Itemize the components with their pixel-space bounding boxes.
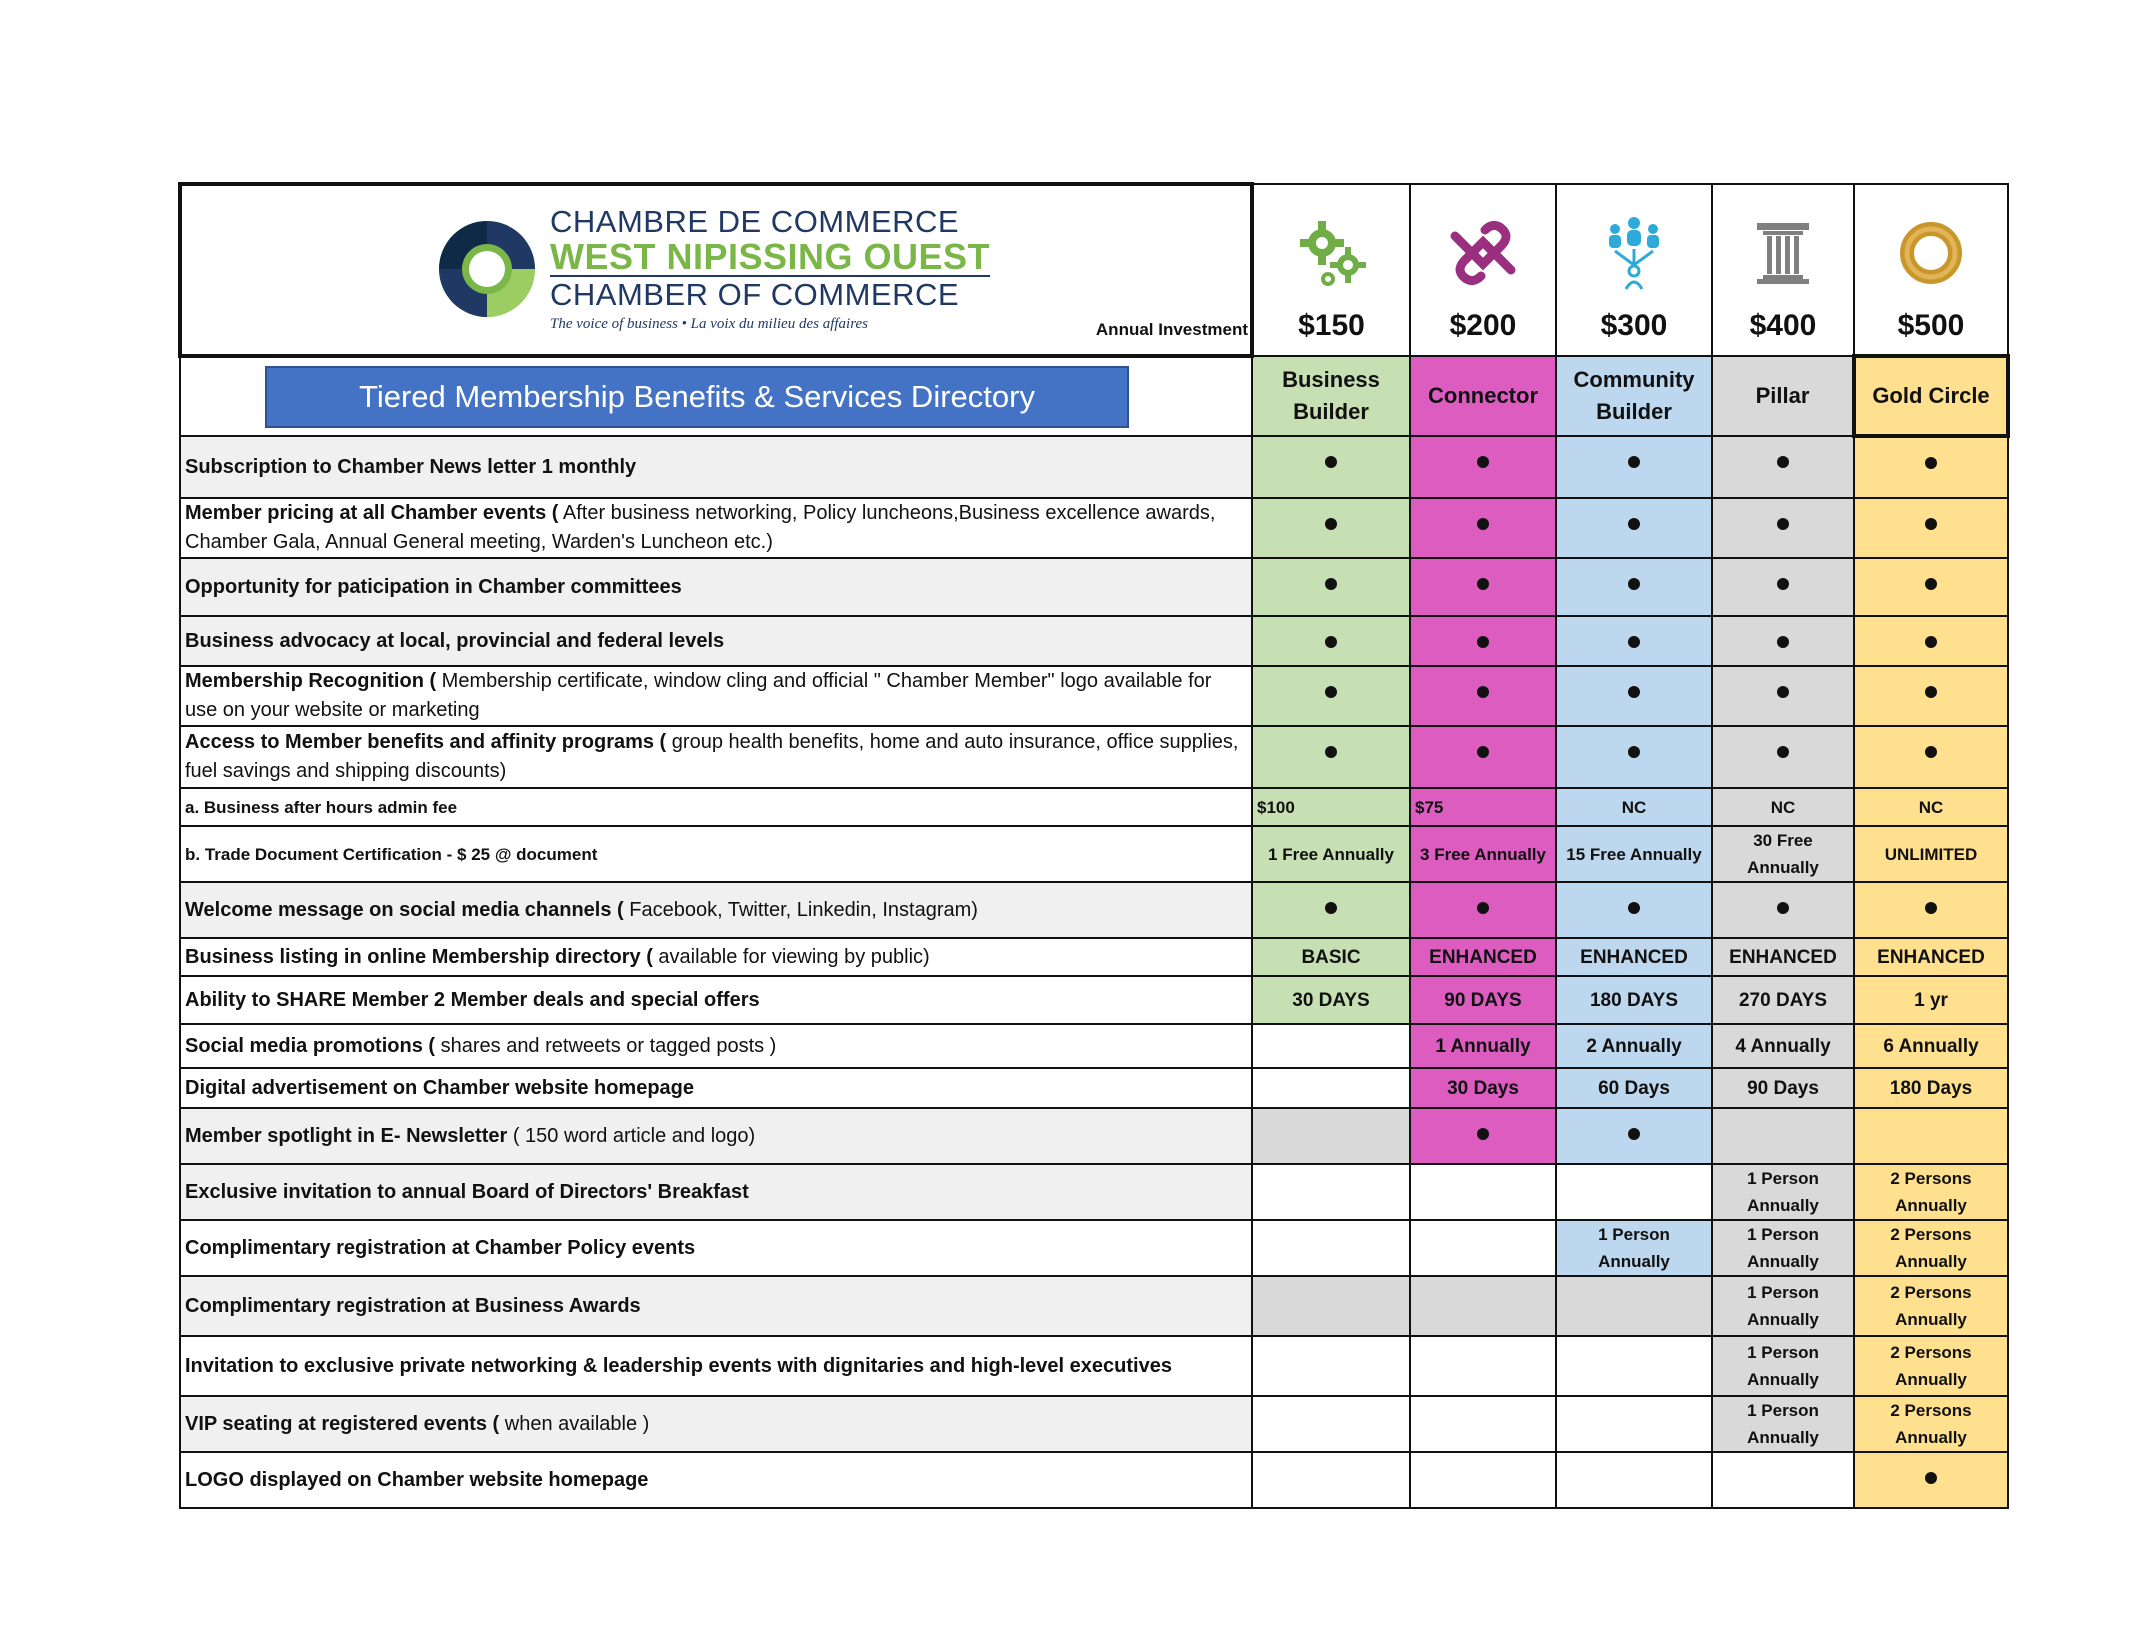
benefit-title: Access to Member benefits and affinity programs ( (185, 731, 667, 753)
tier-value-cell (1854, 826, 2008, 882)
tier-name: Business Builder (1282, 367, 1380, 424)
tier-value-cell (1252, 1276, 1410, 1336)
tier-value: 2 Persons Annually (1890, 1343, 1972, 1389)
logo-tagline: The voice of business • La voix du milieu des affaires (550, 316, 868, 332)
tier-value-cell (1556, 1452, 1712, 1508)
included-bullet-icon (1477, 636, 1489, 648)
tier-value-cell (1556, 1164, 1712, 1220)
tier-name: Gold Circle (1872, 383, 1990, 408)
tier-price-cell (1410, 184, 1556, 356)
benefit-title: Invitation to exclusive private networking & leadership events with dignitaries and high-level executives (185, 1354, 1172, 1377)
benefit-row (180, 1108, 2008, 1164)
benefit-row (180, 436, 2008, 498)
tier-value-cell (1252, 558, 1410, 616)
tier-value: 2 Persons Annually (1890, 1401, 1972, 1447)
benefit-title: Exclusive invitation to annual Board of Directors' Breakfast (185, 1180, 749, 1203)
tier-value-cell (1556, 558, 1712, 616)
benefit-label (180, 1024, 1252, 1068)
tier-value: 1 Annually (1435, 1035, 1531, 1057)
tier-value-cell (1252, 1220, 1410, 1276)
benefit-title: Social media promotions ( (185, 1034, 436, 1057)
tier-value-cell (1712, 1164, 1854, 1220)
tier-value-cell (1854, 666, 2008, 726)
tier-value-cell (1854, 1336, 2008, 1396)
included-bullet-icon (1325, 578, 1337, 590)
benefit-detail: available for viewing by public) (652, 945, 930, 968)
benefit-detail: group health benefits, home and auto insurance, office supplies, fuel savings and shipping discounts) (185, 731, 1239, 782)
tier-value-cell (1556, 1336, 1712, 1396)
tier-value-cell (1712, 558, 1854, 616)
gears-icon (1292, 213, 1372, 293)
tier-value-cell (1854, 498, 2008, 558)
included-bullet-icon (1477, 746, 1489, 758)
benefit-label (180, 558, 1252, 616)
tier-value-cell (1712, 1220, 1854, 1276)
tier-value: ENHANCED (1429, 946, 1537, 968)
tier-value: 2 Annually (1586, 1035, 1682, 1057)
tier-value-cell (1854, 938, 2008, 976)
tier-names-row (180, 356, 2008, 436)
benefit-detail: Facebook, Twitter, Linkedin, Instagram) (623, 898, 978, 921)
benefit-row (180, 726, 2008, 788)
tier-value-cell (1854, 882, 2008, 938)
tier-value: 4 Annually (1735, 1035, 1831, 1057)
tier-value-cell (1252, 788, 1410, 826)
annual-investment-label: Annual Investment (1095, 320, 1248, 339)
tier-value-cell (1854, 1068, 2008, 1108)
tier-value: BASIC (1301, 946, 1361, 968)
tier-value-cell (1712, 666, 1854, 726)
tier-value-cell (1712, 1108, 1854, 1164)
gold-ring-icon (1898, 220, 1964, 286)
tier-value-cell (1556, 1068, 1712, 1108)
tier-value: 2 Persons Annually (1890, 1225, 1972, 1271)
tier-value: 30 DAYS (1292, 989, 1370, 1011)
tier-value-cell (1410, 1068, 1556, 1108)
benefit-label (180, 1108, 1252, 1164)
tier-value-cell (1556, 436, 1712, 498)
community-icon (1599, 213, 1669, 293)
benefit-row (180, 498, 2008, 558)
included-bullet-icon (1777, 518, 1789, 530)
benefit-title: b. Trade Document Certification - $ 25 @ document (185, 844, 598, 864)
benefit-row (180, 1024, 2008, 1068)
tier-price-cell (1252, 184, 1410, 356)
tier-value: 3 Free Annually (1420, 844, 1546, 864)
benefit-label (180, 788, 1252, 826)
tier-value-cell (1712, 436, 1854, 498)
connector-icon (1445, 218, 1521, 288)
tier-value-cell (1252, 1452, 1410, 1508)
included-bullet-icon (1628, 902, 1640, 914)
benefits-table (178, 182, 2010, 1509)
included-bullet-icon (1325, 686, 1337, 698)
tier-value-cell (1854, 1108, 2008, 1164)
tier-name-cell (1410, 356, 1556, 436)
tier-value-cell (1854, 1220, 2008, 1276)
tier-value-cell (1410, 1452, 1556, 1508)
tier-value: 1 Person Annually (1747, 1225, 1819, 1271)
tier-value: 1 Person Annually (1747, 1343, 1819, 1389)
included-bullet-icon (1925, 457, 1937, 469)
tier-price: $150 (1298, 309, 1365, 342)
tier-value: 1 Person Annually (1747, 1401, 1819, 1447)
included-bullet-icon (1777, 686, 1789, 698)
tier-value-cell (1556, 726, 1712, 788)
benefit-title: Member spotlight in E- Newsletter (185, 1124, 508, 1147)
tier-value-cell (1556, 788, 1712, 826)
included-bullet-icon (1777, 746, 1789, 758)
tier-value-cell (1252, 976, 1410, 1024)
tier-value-cell (1712, 498, 1854, 558)
tier-value-cell (1712, 1276, 1854, 1336)
benefit-label (180, 826, 1252, 882)
tier-price: $400 (1749, 309, 1817, 342)
chamber-swirl-icon (432, 194, 542, 344)
tier-value-cell (1556, 1396, 1712, 1452)
benefit-label (180, 616, 1252, 666)
tier-value: 15 Free Annually (1566, 844, 1702, 864)
included-bullet-icon (1628, 636, 1640, 648)
included-bullet-icon (1628, 1128, 1640, 1140)
included-bullet-icon (1477, 456, 1489, 468)
tier-value-cell (1410, 788, 1556, 826)
benefit-title: Subscription to Chamber News letter 1 monthly (185, 455, 637, 478)
tier-value-cell (1854, 1164, 2008, 1220)
tier-price-cell (1556, 184, 1712, 356)
tier-value: 1 Person Annually (1747, 1283, 1819, 1329)
tier-price: $500 (1897, 308, 1965, 342)
tier-value-cell (1712, 938, 1854, 976)
tier-name-cell (1712, 356, 1854, 436)
benefit-label (180, 976, 1252, 1024)
tier-value-cell (1712, 976, 1854, 1024)
included-bullet-icon (1477, 902, 1489, 914)
tier-value-cell (1410, 558, 1556, 616)
tier-value-cell (1252, 1108, 1410, 1164)
included-bullet-icon (1628, 456, 1640, 468)
tier-value-cell (1712, 1396, 1854, 1452)
benefit-row (180, 826, 2008, 882)
tier-value: $75 (1415, 797, 1444, 817)
included-bullet-icon (1925, 902, 1937, 914)
tier-name-cell (1252, 356, 1410, 436)
tier-name: Community Builder (1573, 367, 1695, 424)
tier-value: ENHANCED (1877, 946, 1985, 968)
benefit-detail: ( 150 word article and logo) (507, 1124, 756, 1147)
benefit-title: Ability to SHARE Member 2 Member deals and special offers (185, 988, 760, 1011)
included-bullet-icon (1477, 518, 1489, 530)
tier-value: 30 Days (1447, 1077, 1519, 1099)
tier-value-cell (1252, 666, 1410, 726)
tier-name: Connector (1428, 383, 1538, 408)
tier-value-cell (1854, 1396, 2008, 1452)
benefit-title: Digital advertisement on Chamber website homepage (185, 1076, 695, 1099)
benefit-title: Member pricing at all Chamber events ( (185, 502, 559, 524)
tier-value-cell (1252, 1164, 1410, 1220)
tier-value-cell (1712, 788, 1854, 826)
included-bullet-icon (1325, 518, 1337, 530)
tier-value-cell (1410, 1276, 1556, 1336)
tier-value: 1 Free Annually (1268, 844, 1394, 864)
benefit-label (180, 666, 1252, 726)
included-bullet-icon (1628, 518, 1640, 530)
benefit-label (180, 726, 1252, 788)
benefit-label (180, 498, 1252, 558)
benefit-row (180, 558, 2008, 616)
benefit-label (180, 1452, 1252, 1508)
tier-value-cell (1854, 558, 2008, 616)
directory-banner: Tiered Membership Benefits & Services Directory (265, 366, 1129, 428)
benefit-title: Membership Recognition ( (185, 670, 437, 692)
tier-value-cell (1854, 616, 2008, 666)
benefit-row (180, 1068, 2008, 1108)
chamber-logo (432, 194, 990, 344)
tier-value-cell (1556, 1276, 1712, 1336)
benefit-detail: After business networking, Policy luncheons,Business excellence awards, Chamber Gala, Annual General meeting, Warden's Luncheon etc.) (185, 502, 1216, 553)
tier-value-cell (1556, 826, 1712, 882)
tier-value-cell (1252, 938, 1410, 976)
tier-value-cell (1410, 1164, 1556, 1220)
tier-value-cell (1410, 1220, 1556, 1276)
tier-value: ENHANCED (1729, 946, 1837, 968)
logo-line1: CHAMBRE DE COMMERCE (550, 204, 960, 239)
header-row (180, 184, 2008, 356)
tier-value-cell (1556, 882, 1712, 938)
included-bullet-icon (1925, 518, 1937, 530)
tier-value-cell (1410, 826, 1556, 882)
tier-value-cell (1854, 436, 2008, 498)
included-bullet-icon (1628, 578, 1640, 590)
included-bullet-icon (1325, 456, 1337, 468)
tier-value-cell (1252, 616, 1410, 666)
tier-value-cell (1410, 726, 1556, 788)
tier-value-cell (1410, 666, 1556, 726)
included-bullet-icon (1925, 636, 1937, 648)
tier-value-cell (1556, 498, 1712, 558)
included-bullet-icon (1477, 578, 1489, 590)
benefit-detail: shares and retweets or tagged posts ) (435, 1034, 777, 1057)
tier-value: 2 Persons Annually (1890, 1283, 1972, 1329)
tier-price: $300 (1600, 309, 1668, 342)
tier-value: 6 Annually (1883, 1035, 1979, 1057)
benefit-title: Business listing in online Membership directory ( (185, 945, 653, 968)
tier-value: NC (1918, 797, 1944, 817)
benefit-row (180, 1336, 2008, 1396)
tier-value: 90 Days (1747, 1077, 1819, 1099)
included-bullet-icon (1925, 746, 1937, 758)
included-bullet-icon (1325, 902, 1337, 914)
pillar-icon (1755, 221, 1811, 285)
tier-value-cell (1854, 788, 2008, 826)
included-bullet-icon (1628, 746, 1640, 758)
tier-value: NC (1770, 797, 1796, 817)
tier-value-cell (1712, 616, 1854, 666)
included-bullet-icon (1777, 636, 1789, 648)
included-bullet-icon (1325, 636, 1337, 648)
tier-value: 60 Days (1598, 1077, 1670, 1099)
tier-value: NC (1621, 797, 1647, 817)
included-bullet-icon (1325, 746, 1337, 758)
benefit-label (180, 1396, 1252, 1452)
tier-value: 2 Persons Annually (1890, 1169, 1972, 1215)
tier-value-cell (1556, 666, 1712, 726)
logo-line2: WEST NIPISSING OUEST (550, 236, 991, 277)
tier-price-cell (1854, 184, 2008, 356)
tier-value-cell (1556, 1220, 1712, 1276)
tier-value-cell (1556, 1024, 1712, 1068)
benefit-row (180, 882, 2008, 938)
tier-value: ENHANCED (1580, 946, 1688, 968)
benefit-label (180, 938, 1252, 976)
tier-value-cell (1712, 826, 1854, 882)
included-bullet-icon (1925, 686, 1937, 698)
benefit-title: Business advocacy at local, provincial and federal levels (185, 629, 725, 652)
benefit-row (180, 616, 2008, 666)
tier-value-cell (1854, 1452, 2008, 1508)
tier-value: 1 Person Annually (1747, 1169, 1819, 1215)
tier-value: $100 (1257, 797, 1295, 817)
membership-sheet (178, 182, 2006, 1509)
benefit-label (180, 1068, 1252, 1108)
benefit-row (180, 1452, 2008, 1508)
tier-value-cell (1712, 1336, 1854, 1396)
tier-value-cell (1712, 1068, 1854, 1108)
tier-name-cell (1854, 356, 2008, 436)
benefit-title: Welcome message on social media channels ( (185, 898, 624, 921)
tier-value-cell (1712, 882, 1854, 938)
tier-value-cell (1410, 938, 1556, 976)
included-bullet-icon (1925, 1472, 1937, 1484)
tier-value-cell (1556, 938, 1712, 976)
benefit-row (180, 1396, 2008, 1452)
tier-value-cell (1712, 1452, 1854, 1508)
tier-value: 270 DAYS (1738, 989, 1828, 1011)
tier-value-cell (1410, 498, 1556, 558)
benefit-title: a. Business after hours admin fee (185, 797, 458, 817)
tier-value-cell (1410, 436, 1556, 498)
benefit-label (180, 882, 1252, 938)
included-bullet-icon (1925, 578, 1937, 590)
tier-value: 1 Person Annually (1598, 1225, 1670, 1271)
benefit-row (180, 788, 2008, 826)
tier-value-cell (1854, 976, 2008, 1024)
tier-value-cell (1252, 1396, 1410, 1452)
tier-value: 180 DAYS (1589, 989, 1679, 1011)
tier-value-cell (1252, 436, 1410, 498)
benefit-row (180, 1220, 2008, 1276)
benefit-row (180, 976, 2008, 1024)
tier-value-cell (1410, 616, 1556, 666)
logo-cell (180, 184, 1252, 356)
tier-value: UNLIMITED (1884, 844, 1978, 864)
tier-value-cell (1410, 1024, 1556, 1068)
tier-value: 180 Days (1889, 1077, 1973, 1099)
tier-value-cell (1712, 1024, 1854, 1068)
tier-value-cell (1252, 726, 1410, 788)
tier-name: Pillar (1755, 383, 1810, 408)
tier-value-cell (1854, 1024, 2008, 1068)
tier-value-cell (1252, 1336, 1410, 1396)
tier-value-cell (1410, 882, 1556, 938)
benefit-title: VIP seating at registered events ( (185, 1412, 500, 1435)
included-bullet-icon (1477, 686, 1489, 698)
tier-value-cell (1252, 1068, 1410, 1108)
tier-price: $200 (1449, 309, 1517, 342)
tier-value-cell (1556, 976, 1712, 1024)
tier-value-cell (1854, 726, 2008, 788)
tier-value-cell (1854, 1276, 2008, 1336)
benefit-row (180, 666, 2008, 726)
benefit-detail: Membership certificate, window cling and official " Chamber Member" logo available for use on your website or marketing (185, 670, 1212, 721)
logo-line3: CHAMBER OF COMMERCE (550, 275, 990, 312)
tier-value: 1 yr (1914, 989, 1948, 1011)
benefit-title: Complimentary registration at Business Awards (185, 1294, 641, 1317)
benefit-label (180, 1164, 1252, 1220)
banner-cell (180, 356, 1252, 436)
tier-value-cell (1556, 1108, 1712, 1164)
tier-value-cell (1252, 1024, 1410, 1068)
benefit-row (180, 938, 2008, 976)
tier-value-cell (1410, 1108, 1556, 1164)
benefit-label (180, 1220, 1252, 1276)
tier-value-cell (1252, 826, 1410, 882)
benefit-row (180, 1164, 2008, 1220)
tier-value-cell (1410, 1396, 1556, 1452)
included-bullet-icon (1477, 1128, 1489, 1140)
tier-value-cell (1410, 976, 1556, 1024)
tier-value: 90 DAYS (1444, 989, 1522, 1011)
benefit-label (180, 1276, 1252, 1336)
tier-value-cell (1712, 726, 1854, 788)
tier-name-cell (1556, 356, 1712, 436)
benefit-label (180, 1336, 1252, 1396)
included-bullet-icon (1777, 902, 1789, 914)
tier-price-cell (1712, 184, 1854, 356)
tier-value: 30 Free Annually (1747, 831, 1819, 877)
benefit-title: Opportunity for paticipation in Chamber committees (185, 575, 682, 598)
benefit-title: Complimentary registration at Chamber Policy events (185, 1236, 696, 1259)
benefit-label (180, 436, 1252, 498)
benefit-row (180, 1276, 2008, 1336)
tier-value-cell (1410, 1336, 1556, 1396)
included-bullet-icon (1777, 578, 1789, 590)
tier-value-cell (1556, 616, 1712, 666)
benefit-title: LOGO displayed on Chamber website homepage (185, 1468, 649, 1491)
tier-value-cell (1252, 498, 1410, 558)
tier-value-cell (1252, 882, 1410, 938)
benefit-detail: when available ) (499, 1412, 650, 1435)
included-bullet-icon (1628, 686, 1640, 698)
included-bullet-icon (1777, 456, 1789, 468)
